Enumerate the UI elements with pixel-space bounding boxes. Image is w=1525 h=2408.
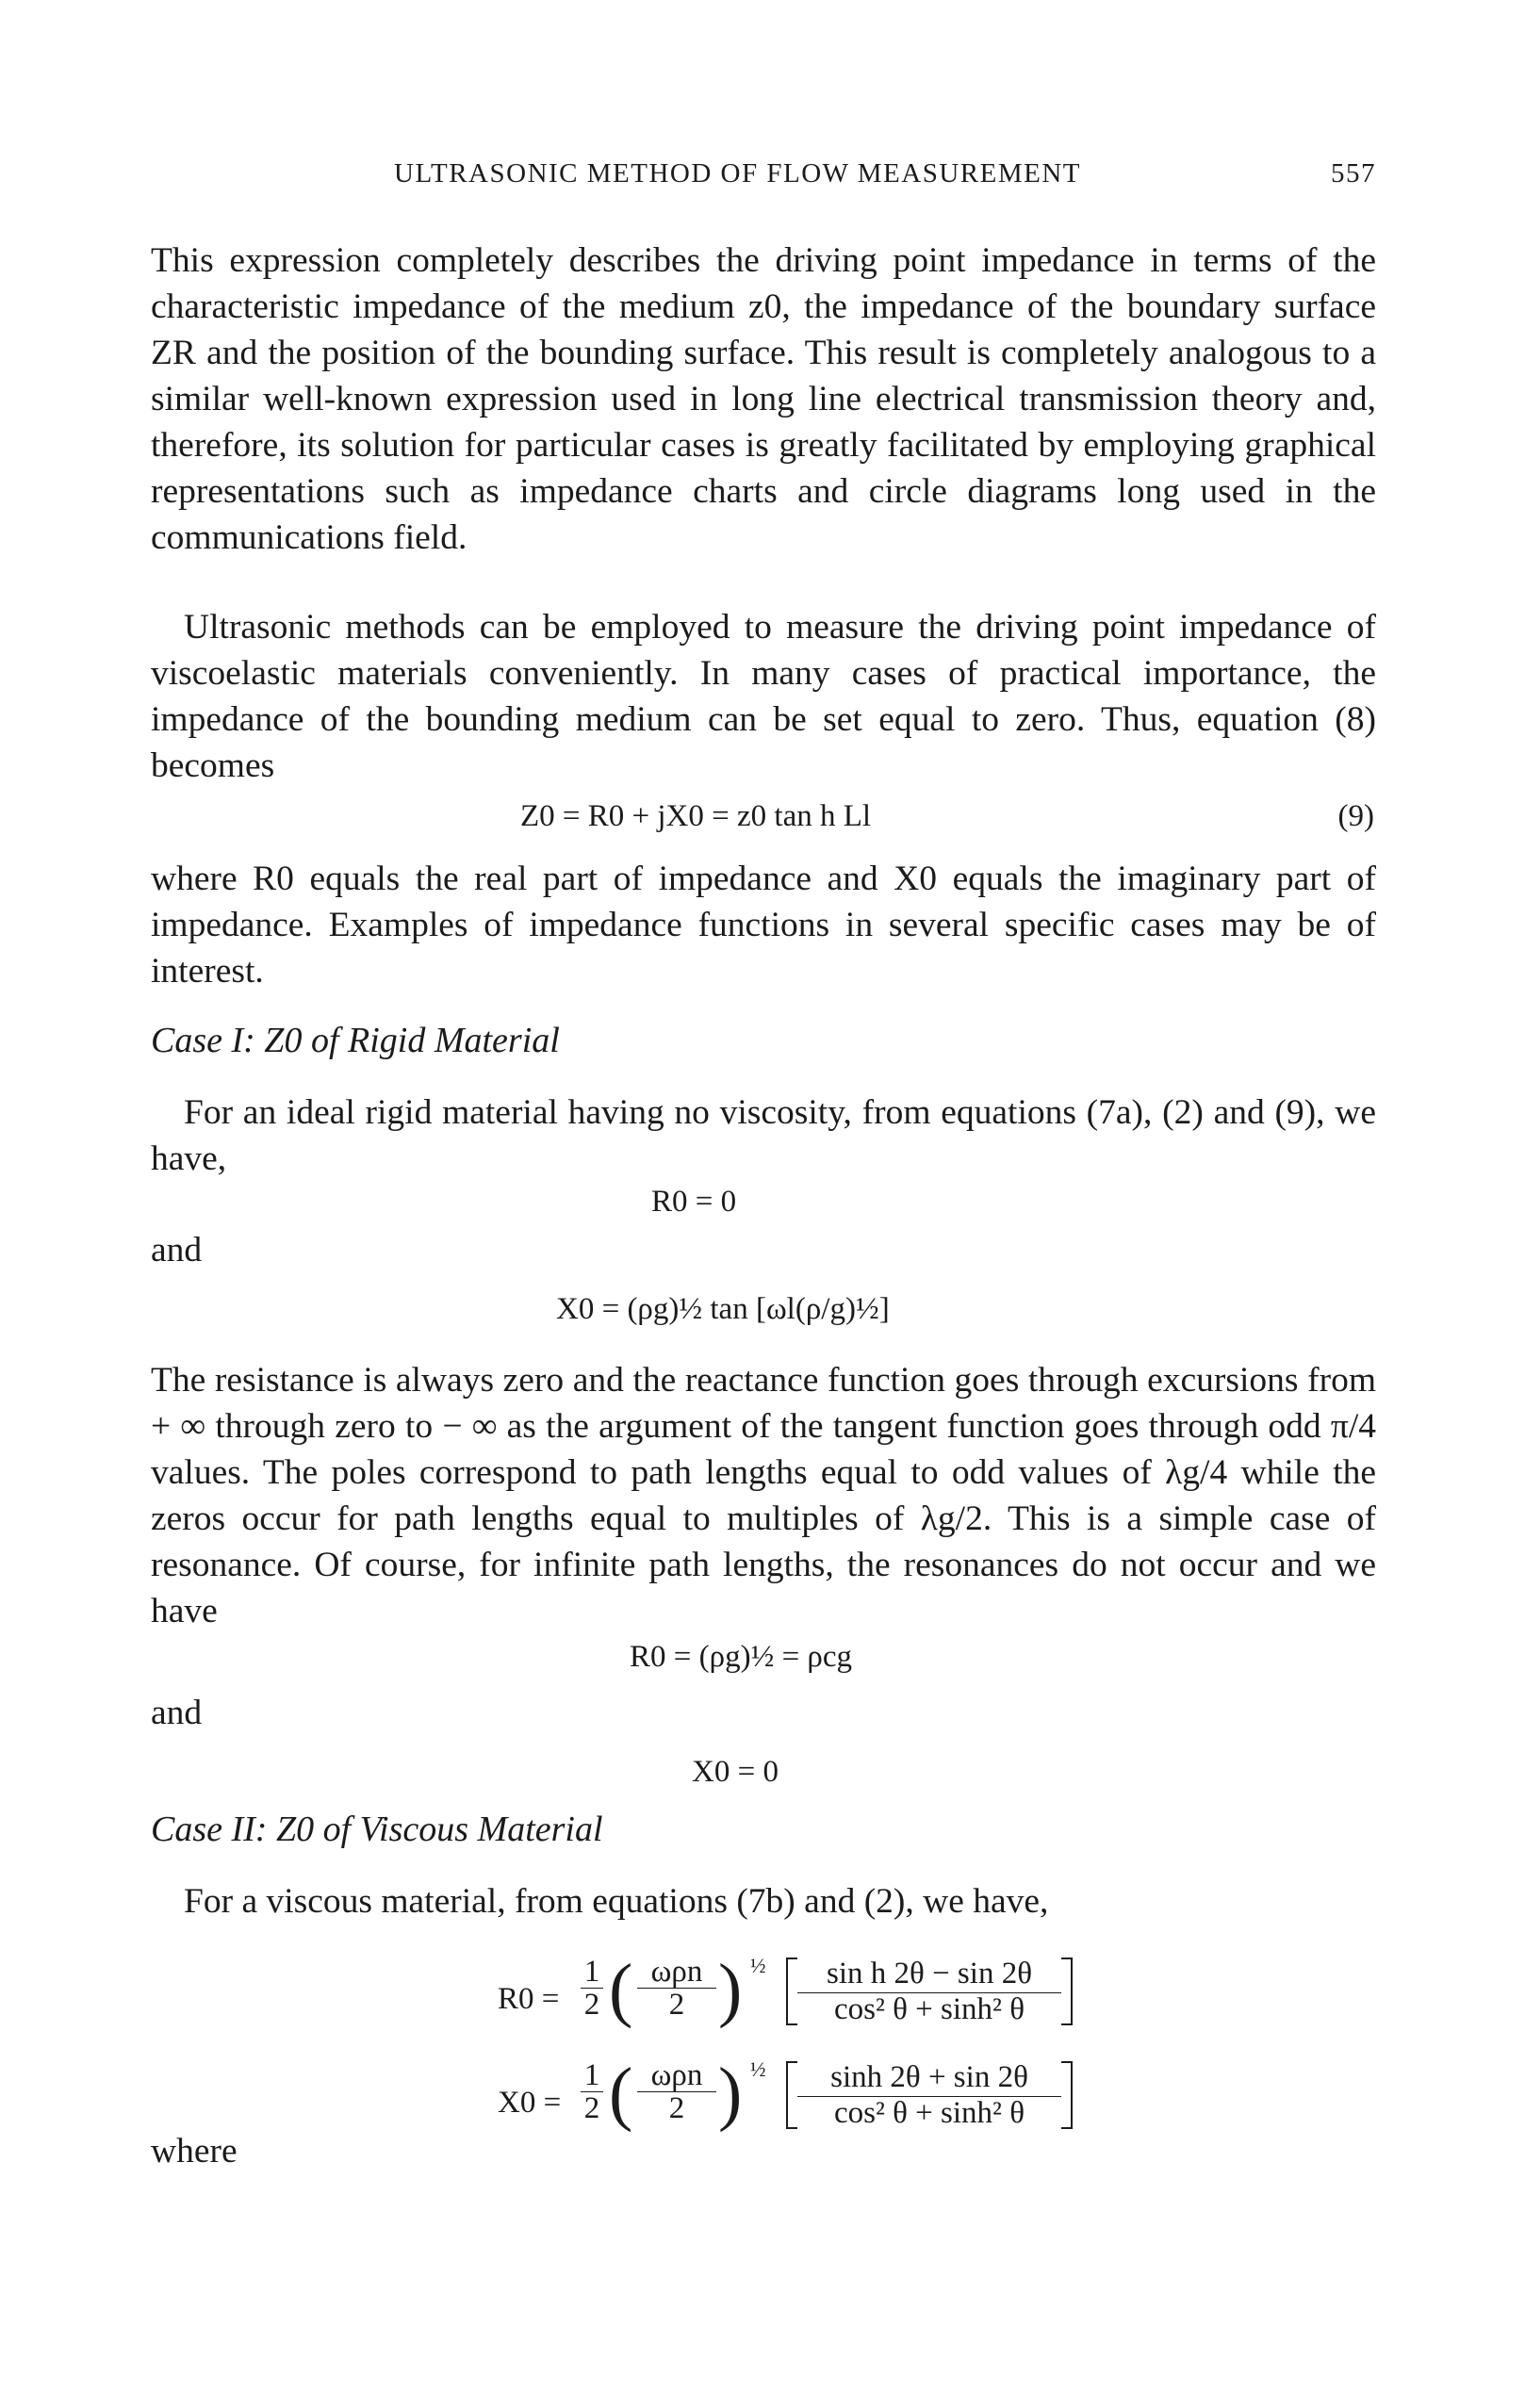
running-title: ULTRASONIC METHOD OF FLOW MEASUREMENT [394, 158, 1081, 188]
equation-lhs: X0 = [498, 2086, 562, 2120]
word-where: where [151, 2132, 238, 2170]
equation-lhs: R0 = [498, 1982, 560, 2016]
right-paren: ) [718, 2054, 743, 2133]
word-and: and [151, 1694, 203, 1732]
fraction-numerator: sinh 2θ + sin 2θ [830, 2060, 1028, 2094]
fraction-denominator: 2 [637, 1988, 716, 2021]
equation-infinite-r0: R0 = (ρg)½ = ρcg [630, 1640, 853, 1674]
running-header [151, 158, 1376, 196]
fraction-numerator: 1 [583, 1955, 600, 1989]
paragraph-rigid-material: For an ideal rigid material having no viscosity, from equations (7a), (2) and (9), we have, [151, 1093, 1376, 1178]
fraction-numerator: 1 [583, 2058, 600, 2092]
right-paren: ) [718, 1950, 743, 2029]
fraction-omega [637, 1956, 716, 2021]
fraction-denominator: cos² θ + sinh² θ [797, 2096, 1061, 2129]
paragraph-where-r0: where R0 equals the real part of impedance and X0 equals the imaginary part of impedance. Examples of impedance functions in several specific cases may be of interest. [151, 860, 1376, 991]
fraction-denominator: 2 [637, 2091, 716, 2124]
fraction-omega [637, 2059, 716, 2124]
bracket-fraction [786, 1958, 1073, 2025]
fraction-half [581, 1956, 603, 2021]
paragraph-ultrasonic-methods: Ultrasonic methods can be employed to measure the driving point impedance of viscoelastic materials conveniently. In many cases of practical importance, the impedance of the bounding medium can be set equal to zero. Thus, equation (8) becomes [151, 608, 1376, 785]
exponent: ½ [750, 1954, 766, 1977]
equation-9-number: (9) [1337, 799, 1374, 833]
equation-rigid-x0: X0 = (ρg)½ tan [ωl(ρ/g)½] [556, 1292, 890, 1326]
fraction-denominator: 2 [581, 1988, 603, 2021]
fraction-numerator: ωρn [650, 1955, 703, 1989]
paragraph-viscous-material: For a viscous material, from equations (7b) and (2), we have, [184, 1882, 1049, 1921]
paragraph-driving-point-impedance: This expression completely describes the driving point impedance in terms of the characteristic impedance of the medium z0, the impedance of the boundary surface ZR and the position of the bounding surface. This result is completely analogous to a similar well-known expression used in long line electrical transmission theory and, therefore, its solution for particular cases is greatly facilitated by employing graphical representations such as impedance charts and circle diagrams long used in the communications field. [151, 241, 1376, 557]
paragraph-resistance-zero: The resistance is always zero and the reactance function goes through excursions from + ∞ through zero to − ∞ as the argument of the tangent function goes through odd π/4 values. The poles correspond to path lengths equal to odd values of λg/4 while the zeros occur for path lengths equal to multiples of λg/2. This is a simple case of resonance. Of course, for infinite path lengths, the resonances do not occur and we have [151, 1361, 1376, 1630]
equation-9: Z0 = R0 + jX0 = z0 tan h Ll [520, 799, 872, 833]
heading-case-1: Case I: Z0 of Rigid Material [151, 1021, 560, 1060]
fraction-numerator: sin h 2θ − sin 2θ [827, 1957, 1032, 1990]
bracket-fraction [786, 2061, 1073, 2129]
fraction-denominator: 2 [581, 2091, 603, 2124]
equation-infinite-x0: X0 = 0 [692, 1755, 779, 1789]
left-paren: ( [609, 2054, 633, 2133]
fraction-numerator: ωρn [650, 2058, 703, 2092]
page-number: 557 [1331, 158, 1376, 188]
exponent: ½ [750, 2057, 766, 2081]
equation-rigid-r0: R0 = 0 [651, 1185, 737, 1219]
word-and: and [151, 1231, 203, 1270]
left-paren: ( [609, 1950, 633, 2029]
heading-case-2: Case II: Z0 of Viscous Material [151, 1810, 603, 1849]
fraction-denominator: cos² θ + sinh² θ [797, 1992, 1061, 2025]
fraction-half [581, 2059, 603, 2124]
